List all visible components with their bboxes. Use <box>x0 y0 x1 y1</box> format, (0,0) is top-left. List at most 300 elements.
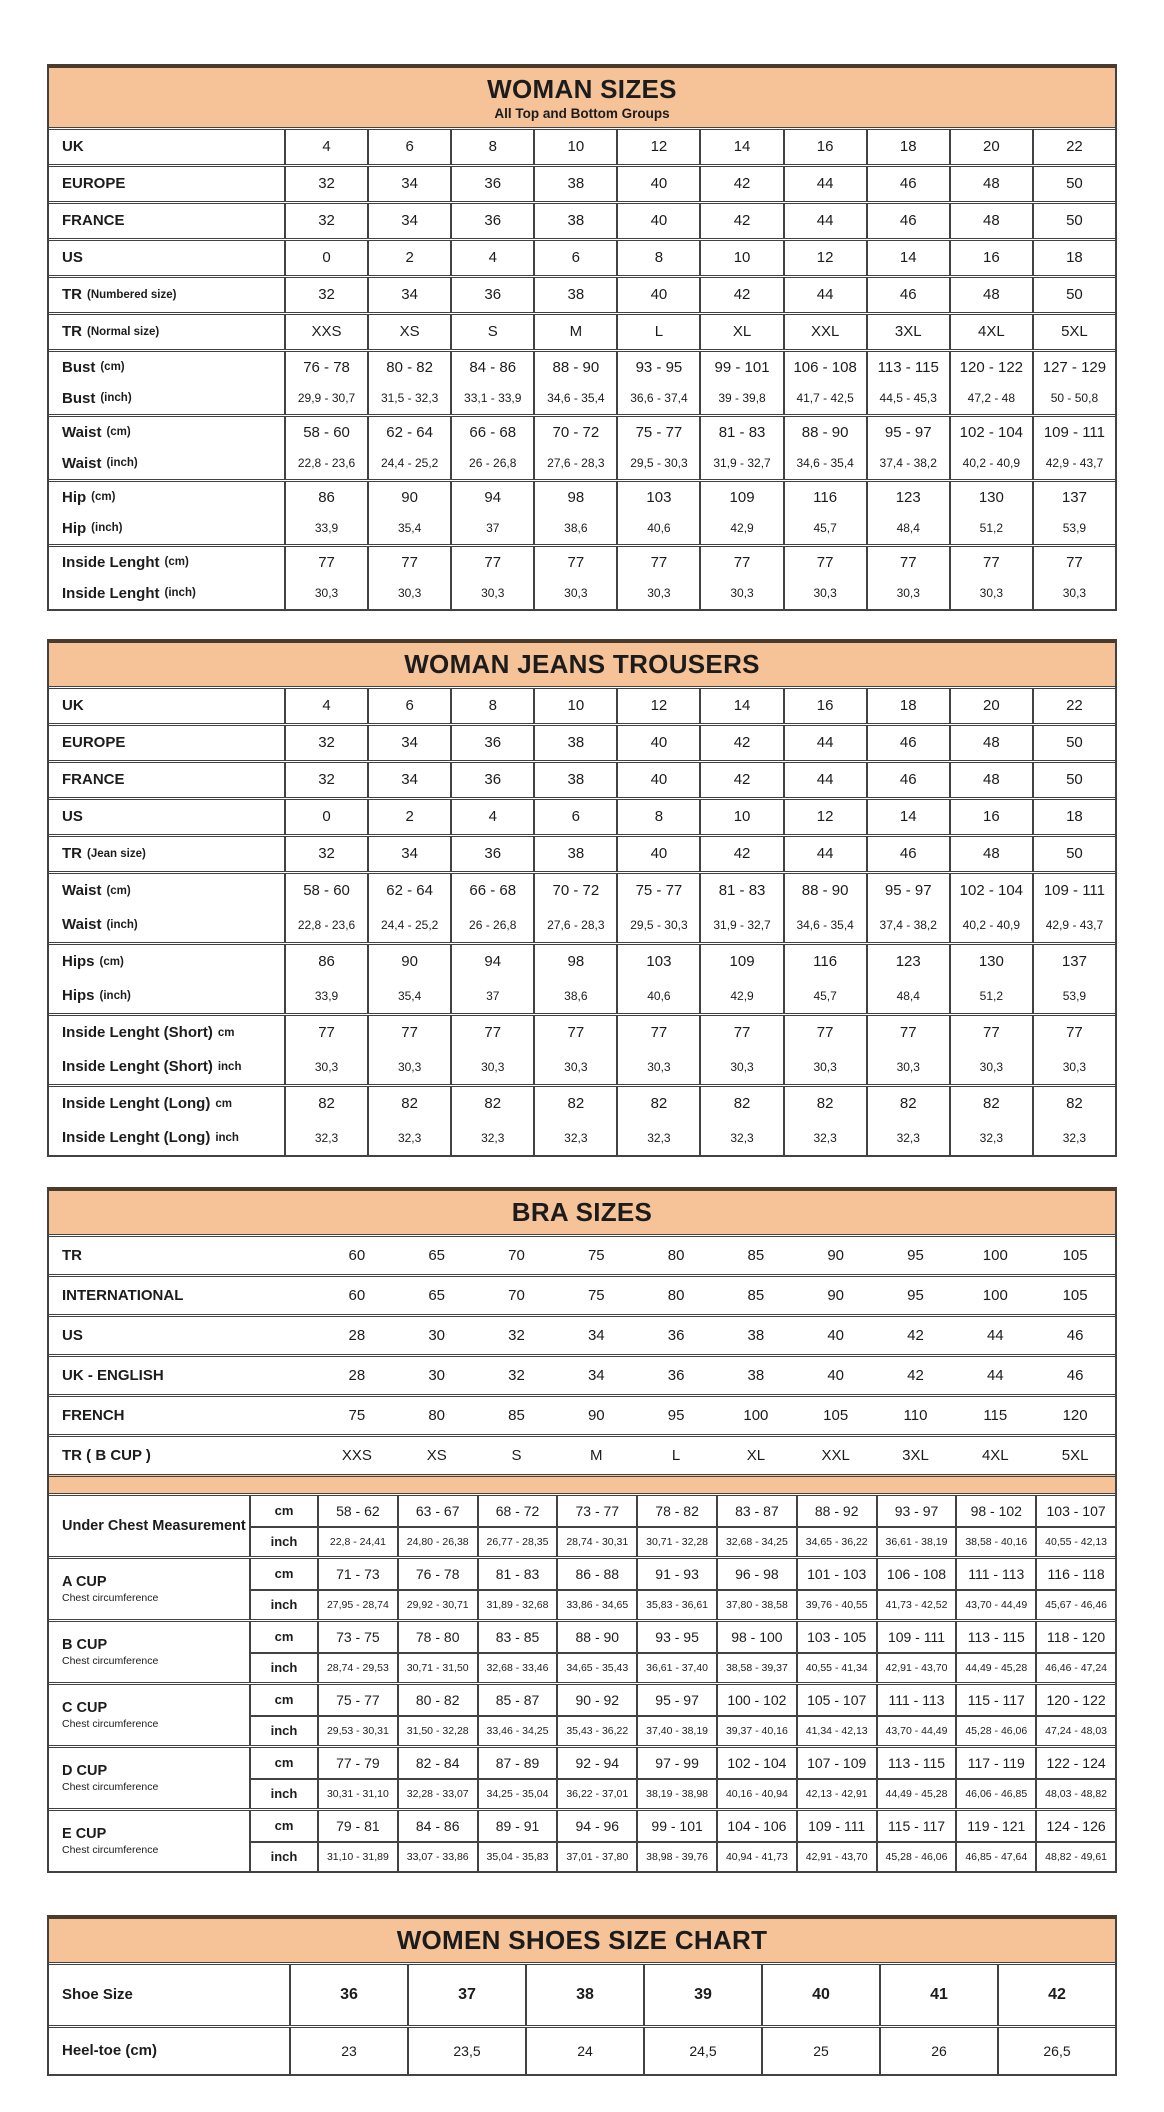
size-cell: 46 <box>1066 1326 1084 1344</box>
unit-cell: cm <box>249 1496 317 1526</box>
unit-cell: inch <box>249 1526 317 1556</box>
size-cell: 39 <box>643 1965 761 2025</box>
size-cell: 42 <box>699 167 782 201</box>
size-cell: 77 <box>866 1016 949 1050</box>
size-cell: 32,68 - 33,46 <box>477 1652 557 1682</box>
size-cell: 103 <box>616 945 699 979</box>
size-cell: 137 <box>1032 482 1115 513</box>
row-label-text: EUROPE <box>62 734 126 752</box>
size-cell: 42 <box>997 1965 1115 2025</box>
size-cell: 109 <box>699 945 782 979</box>
table-body <box>49 127 1115 609</box>
size-cell: 23,5 <box>407 2028 525 2074</box>
size-cell: 109 - 111 <box>1032 417 1115 448</box>
unit-cell: cm <box>249 1685 317 1715</box>
size-cell: 113 - 115 <box>876 1748 956 1778</box>
size-cell: 77 <box>533 547 616 578</box>
size-cell: 77 <box>616 547 699 578</box>
size-cell: 30,3 <box>533 1050 616 1084</box>
size-cell: 10 <box>699 800 782 834</box>
row-label-sub: Chest circumference <box>62 1592 159 1605</box>
size-cell: 95 - 97 <box>636 1685 716 1715</box>
size-cell: 85 <box>747 1246 765 1264</box>
size-cell: 28,74 - 30,31 <box>556 1526 636 1556</box>
row-label-unit: cm <box>215 1097 232 1110</box>
size-cell: 23 <box>289 2028 407 2074</box>
size-cell: 42,91 - 43,70 <box>796 1841 876 1871</box>
bra-sizes-table <box>47 1187 1117 1873</box>
row-label-text: Hips <box>62 987 95 1005</box>
size-cell: 88 - 90 <box>783 874 866 908</box>
size-cell: 44 <box>783 278 866 312</box>
size-cell: 77 <box>284 547 367 578</box>
size-cell: 77 <box>616 1016 699 1050</box>
size-cell: 41,34 - 42,13 <box>796 1715 876 1745</box>
size-cell: 33,86 - 34,65 <box>556 1589 636 1619</box>
size-cell: 84 - 86 <box>397 1811 477 1841</box>
size-cell: 50 <box>1032 278 1115 312</box>
row-label-text: C CUP <box>62 1700 108 1717</box>
table-header <box>49 1191 1115 1234</box>
size-cell: 50 <box>1032 726 1115 760</box>
size-cell: 46 <box>866 278 949 312</box>
size-cell: 30,3 <box>699 1050 782 1084</box>
size-cell: 34,6 - 35,4 <box>533 383 616 414</box>
table-row-group <box>49 349 1115 414</box>
size-cell: 105 <box>823 1406 849 1424</box>
size-cell: 35,4 <box>367 979 450 1013</box>
size-cell: 97 - 99 <box>636 1748 716 1778</box>
size-cell: 62 - 64 <box>367 874 450 908</box>
row-label-unit: (cm) <box>99 955 124 968</box>
size-cell: 40,2 - 40,9 <box>949 908 1032 942</box>
row-label-text: UK - ENGLISH <box>62 1366 164 1384</box>
row-label <box>49 278 284 312</box>
size-cell: 30,3 <box>367 1050 450 1084</box>
size-cell: 90 <box>367 482 450 513</box>
row-label <box>49 513 284 544</box>
table-row <box>49 164 1115 201</box>
size-cell: 77 <box>367 547 450 578</box>
size-cell: 66 - 68 <box>450 417 533 448</box>
size-cell: 34,6 - 35,4 <box>783 448 866 479</box>
row-label <box>49 908 284 942</box>
row-label-unit: inch <box>215 1131 239 1144</box>
size-cell: 83 - 85 <box>477 1622 557 1652</box>
size-cell: 80 <box>667 1286 685 1304</box>
size-cell: 103 <box>616 482 699 513</box>
size-cell: 38,6 <box>533 513 616 544</box>
size-cell: 82 <box>949 1087 1032 1121</box>
size-cell: 36 <box>450 763 533 797</box>
size-cell: 118 - 120 <box>1035 1622 1115 1652</box>
size-cell: XS <box>426 1446 447 1464</box>
size-cell: 42,9 - 43,7 <box>1032 908 1115 942</box>
row-label-text: TR <box>62 323 82 341</box>
row-label-text: Under Chest Measurement <box>62 1517 246 1534</box>
size-cell: 86 - 88 <box>556 1559 636 1589</box>
size-cell: 77 <box>949 1016 1032 1050</box>
size-cell: 37,4 - 38,2 <box>866 908 949 942</box>
size-cell: 82 <box>450 1087 533 1121</box>
size-cell: 37,80 - 38,58 <box>716 1589 796 1619</box>
size-cell: 0 <box>284 800 367 834</box>
row-label <box>49 1748 249 1808</box>
size-cell: 38 <box>533 726 616 760</box>
row-label-text: Hip <box>62 488 87 506</box>
size-cell: 40 <box>616 763 699 797</box>
size-cell: 28 <box>348 1326 366 1344</box>
size-cell: 8 <box>450 130 533 164</box>
size-cell: 42,9 <box>699 513 782 544</box>
size-cell: 12 <box>783 241 866 275</box>
size-cell: 86 <box>284 482 367 513</box>
size-cell: 30,3 <box>284 1050 367 1084</box>
table-body <box>49 1234 1115 1871</box>
size-cell: 90 <box>827 1246 845 1264</box>
size-cell: 102 - 104 <box>949 874 1032 908</box>
row-label <box>49 241 284 275</box>
row-label <box>49 800 284 834</box>
row-label <box>49 1050 284 1084</box>
size-cell: 88 - 90 <box>533 352 616 383</box>
row-label-unit: (Numbered size) <box>87 288 177 301</box>
size-cell: 102 - 104 <box>716 1748 796 1778</box>
row-label-text: D CUP <box>62 1763 108 1780</box>
table-row <box>49 1354 1115 1394</box>
row-label-text: US <box>62 808 83 826</box>
row-label-unit: (inch) <box>100 392 132 405</box>
size-cell: 119 - 121 <box>955 1811 1035 1841</box>
size-cell: 120 - 122 <box>949 352 1032 383</box>
size-cell: 40,94 - 41,73 <box>716 1841 796 1871</box>
row-label <box>49 837 284 871</box>
size-cell: 34 <box>367 763 450 797</box>
size-cell: 111 - 113 <box>876 1685 956 1715</box>
size-cell: 34 <box>367 837 450 871</box>
size-cell: 93 - 95 <box>636 1622 716 1652</box>
size-cell: 34,25 - 35,04 <box>477 1778 557 1808</box>
size-cell: S <box>450 315 533 349</box>
row-label-text: E CUP <box>62 1826 107 1843</box>
size-cell: 50 - 50,8 <box>1032 383 1115 414</box>
row-label-unit: (cm) <box>106 884 131 897</box>
row-label-text: INTERNATIONAL <box>62 1286 184 1304</box>
row-label <box>49 130 284 164</box>
size-cell: 29,92 - 30,71 <box>397 1589 477 1619</box>
table-row-group <box>49 544 1115 609</box>
size-cell: 27,6 - 28,3 <box>533 908 616 942</box>
size-cell: 82 <box>699 1087 782 1121</box>
size-cell: 70 <box>508 1286 525 1304</box>
size-cell: 24 <box>525 2028 643 2074</box>
size-cell: 109 - 111 <box>1032 874 1115 908</box>
size-cell: 98 <box>533 945 616 979</box>
row-label-text: FRANCE <box>62 771 125 789</box>
size-cell: 37 <box>407 1965 525 2025</box>
size-cell: M <box>590 1446 603 1464</box>
size-cell: 92 - 94 <box>556 1748 636 1778</box>
size-cell: 53,9 <box>1032 979 1115 1013</box>
size-cell: 40,16 - 40,94 <box>716 1778 796 1808</box>
size-cell: 73 - 77 <box>556 1496 636 1526</box>
size-cell: 82 <box>616 1087 699 1121</box>
size-cell: XS <box>367 315 450 349</box>
size-cell: 87 - 89 <box>477 1748 557 1778</box>
row-label <box>49 1685 249 1745</box>
row-label <box>49 1277 317 1314</box>
size-cell: 46 <box>866 726 949 760</box>
row-label <box>49 874 284 908</box>
size-cell: 2 <box>367 800 450 834</box>
size-cell: 22,8 - 23,6 <box>284 908 367 942</box>
size-cell: 14 <box>699 130 782 164</box>
row-label <box>49 1357 317 1394</box>
table-row <box>49 127 1115 164</box>
size-cell: 18 <box>1032 241 1115 275</box>
size-cell: 100 <box>982 1246 1008 1264</box>
size-cell: 12 <box>616 689 699 723</box>
size-cell: 0 <box>284 241 367 275</box>
row-label-text: FRENCH <box>62 1406 125 1424</box>
size-cell: 76 - 78 <box>397 1559 477 1589</box>
row-label-text: Waist <box>62 454 102 472</box>
size-cell: 50 <box>1032 167 1115 201</box>
table-row <box>49 686 1115 723</box>
size-cell: 30 <box>428 1326 446 1344</box>
size-cell: 6 <box>533 800 616 834</box>
size-cell: 42 <box>699 837 782 871</box>
size-cell: 35,04 - 35,83 <box>477 1841 557 1871</box>
size-cell: 85 - 87 <box>477 1685 557 1715</box>
size-cell: 26,77 - 28,35 <box>477 1526 557 1556</box>
size-cell: 76 - 78 <box>284 352 367 383</box>
size-cell: 70 <box>508 1246 525 1264</box>
size-cell: 36,61 - 38,19 <box>876 1526 956 1556</box>
size-cell: 30,3 <box>284 578 367 609</box>
size-cell: 30,3 <box>866 1050 949 1084</box>
row-label-text: Inside Lenght (Short) <box>62 1058 213 1076</box>
size-cell: 32 <box>284 726 367 760</box>
size-cell: 86 <box>284 945 367 979</box>
unit-cell: inch <box>249 1778 317 1808</box>
table-row <box>49 760 1115 797</box>
unit-cell: cm <box>249 1811 317 1841</box>
row-label <box>49 383 284 414</box>
size-cell: 42 <box>907 1326 924 1344</box>
row-label-text: US <box>62 249 83 267</box>
size-cell: 30,3 <box>949 1050 1032 1084</box>
size-cell: 75 <box>587 1246 605 1264</box>
row-label-text: Waist <box>62 882 102 900</box>
size-cell: 88 - 90 <box>556 1622 636 1652</box>
size-cell: 50 <box>1032 837 1115 871</box>
row-label <box>49 1622 249 1682</box>
size-cell: 45,28 - 46,06 <box>955 1715 1035 1745</box>
size-cell: 34 <box>367 278 450 312</box>
size-cell: 8 <box>616 241 699 275</box>
size-cell: 37,40 - 38,19 <box>636 1715 716 1745</box>
size-cell: 65 <box>428 1286 446 1304</box>
size-cell: 36 <box>450 167 533 201</box>
size-cell: 45,28 - 46,06 <box>876 1841 956 1871</box>
size-cell: 28,74 - 29,53 <box>317 1652 397 1682</box>
row-label-text: Shoe Size <box>62 1986 133 2004</box>
size-cell: 44,5 - 45,3 <box>866 383 949 414</box>
size-cell: 40,2 - 40,9 <box>949 448 1032 479</box>
size-cell: 42 <box>699 726 782 760</box>
row-label <box>49 1965 289 2025</box>
size-cell: 77 <box>699 547 782 578</box>
size-cell: 90 <box>367 945 450 979</box>
table-row <box>49 201 1115 238</box>
size-cell: 12 <box>783 800 866 834</box>
size-cell: 81 - 83 <box>699 417 782 448</box>
size-cell: 105 <box>1062 1246 1088 1264</box>
size-cell: 48 <box>949 167 1032 201</box>
size-cell: 88 - 92 <box>796 1496 876 1526</box>
size-cell: 45,7 <box>783 513 866 544</box>
size-cell: 44,49 - 45,28 <box>876 1778 956 1808</box>
size-cell: 91 - 93 <box>636 1559 716 1589</box>
size-cell: 62 - 64 <box>367 417 450 448</box>
size-cell: 46 <box>1066 1366 1084 1384</box>
size-cell: 18 <box>1032 800 1115 834</box>
size-cell: 82 <box>783 1087 866 1121</box>
table-row-group <box>49 942 1115 1013</box>
size-cell: 31,5 - 32,3 <box>367 383 450 414</box>
size-cell: 30,3 <box>699 578 782 609</box>
row-label-text: FRANCE <box>62 212 125 230</box>
size-cell: 36 <box>667 1366 685 1384</box>
size-cell: 80 <box>428 1406 446 1424</box>
size-cell: 32 <box>284 278 367 312</box>
size-cell: 48,82 - 49,61 <box>1035 1841 1115 1871</box>
size-cell: 45,7 <box>783 979 866 1013</box>
size-cell: 98 - 102 <box>955 1496 1035 1526</box>
size-cell: 115 - 117 <box>876 1811 956 1841</box>
row-label-sub: Chest circumference <box>62 1655 159 1668</box>
woman-jeans-trousers-table <box>47 639 1117 1157</box>
row-label-unit: cm <box>217 1026 235 1039</box>
row-label <box>49 204 284 238</box>
size-cell: 32,3 <box>367 1121 450 1155</box>
table-header <box>49 68 1115 127</box>
size-cell: 48 <box>949 763 1032 797</box>
size-cell: 26 - 26,8 <box>450 448 533 479</box>
size-cell: 32 <box>508 1366 525 1384</box>
size-cell: 32,3 <box>284 1121 367 1155</box>
size-cell: 42,9 - 43,7 <box>1032 448 1115 479</box>
row-label-unit: (Jean size) <box>87 847 146 860</box>
size-cell: 33,07 - 33,86 <box>397 1841 477 1871</box>
size-cell: 77 <box>783 547 866 578</box>
size-cell: 22 <box>1032 130 1115 164</box>
table-body <box>49 1962 1115 2074</box>
size-cell: 120 - 122 <box>1035 1685 1115 1715</box>
size-cell: 38 <box>747 1326 765 1344</box>
table-row-group <box>49 1013 1115 1084</box>
size-cell: 36 <box>450 837 533 871</box>
size-cell: 109 - 111 <box>876 1622 956 1652</box>
size-cell: 60 <box>348 1246 366 1264</box>
size-cell: 30,3 <box>783 578 866 609</box>
size-cell: 82 <box>284 1087 367 1121</box>
size-cell: 4XL <box>981 1446 1009 1464</box>
size-cell: 12 <box>616 130 699 164</box>
row-label <box>49 1121 284 1155</box>
table-row-group <box>49 479 1115 544</box>
row-label <box>49 689 284 723</box>
size-cell: 30,3 <box>616 1050 699 1084</box>
table-title: WOMAN SIZES <box>487 74 677 104</box>
size-cell: 51,2 <box>949 979 1032 1013</box>
size-cell: 78 - 82 <box>636 1496 716 1526</box>
unit-cell: inch <box>249 1589 317 1619</box>
size-cell: 34,6 - 35,4 <box>783 908 866 942</box>
size-cell: 48 <box>949 726 1032 760</box>
row-label <box>49 1016 284 1050</box>
size-cell: 65 <box>428 1246 446 1264</box>
size-cell: 34 <box>587 1326 605 1344</box>
size-cell: 31,9 - 32,7 <box>699 448 782 479</box>
size-cell: 44 <box>783 167 866 201</box>
size-cell: 48 <box>949 837 1032 871</box>
row-label <box>49 726 284 760</box>
size-cell: 79 - 81 <box>317 1811 397 1841</box>
size-cell: 70 - 72 <box>533 417 616 448</box>
size-cell: 42,91 - 43,70 <box>876 1652 956 1682</box>
size-cell: 130 <box>949 482 1032 513</box>
size-cell: 96 - 98 <box>716 1559 796 1589</box>
table-row <box>49 238 1115 275</box>
unit-cell: inch <box>249 1715 317 1745</box>
size-cell: 46 <box>866 167 949 201</box>
size-cell: 31,9 - 32,7 <box>699 908 782 942</box>
size-cell: 94 <box>450 945 533 979</box>
size-cell: 46 <box>866 837 949 871</box>
size-cell: S <box>511 1446 522 1464</box>
size-cell: 123 <box>866 482 949 513</box>
size-cell: 33,9 <box>284 979 367 1013</box>
size-cell: 48,4 <box>866 513 949 544</box>
size-cell: 95 - 97 <box>866 417 949 448</box>
size-cell: 8 <box>616 800 699 834</box>
size-cell: 127 - 129 <box>1032 352 1115 383</box>
size-cell: 35,83 - 36,61 <box>636 1589 716 1619</box>
size-cell: 104 - 106 <box>716 1811 796 1841</box>
table-title: WOMEN SHOES SIZE CHART <box>396 1924 768 1955</box>
size-cell: 26 <box>879 2028 997 2074</box>
size-cell: 20 <box>949 130 1032 164</box>
size-cell: 32,3 <box>1032 1121 1115 1155</box>
row-label-text: UK <box>62 697 84 715</box>
size-cell: 32 <box>508 1326 525 1344</box>
size-cell: 90 <box>827 1286 845 1304</box>
size-cell: 77 <box>699 1016 782 1050</box>
size-cell: XL <box>746 1446 766 1464</box>
size-cell: 41,7 - 42,5 <box>783 383 866 414</box>
size-cell: 123 <box>866 945 949 979</box>
size-cell: M <box>533 315 616 349</box>
unit-cell: inch <box>249 1841 317 1871</box>
size-cell: 77 <box>783 1016 866 1050</box>
size-cell: 75 - 77 <box>616 417 699 448</box>
size-cell: 6 <box>367 689 450 723</box>
size-cell: 22,8 - 23,6 <box>284 448 367 479</box>
size-cell: 5XL <box>1061 1446 1089 1464</box>
size-cell: 38 <box>533 278 616 312</box>
